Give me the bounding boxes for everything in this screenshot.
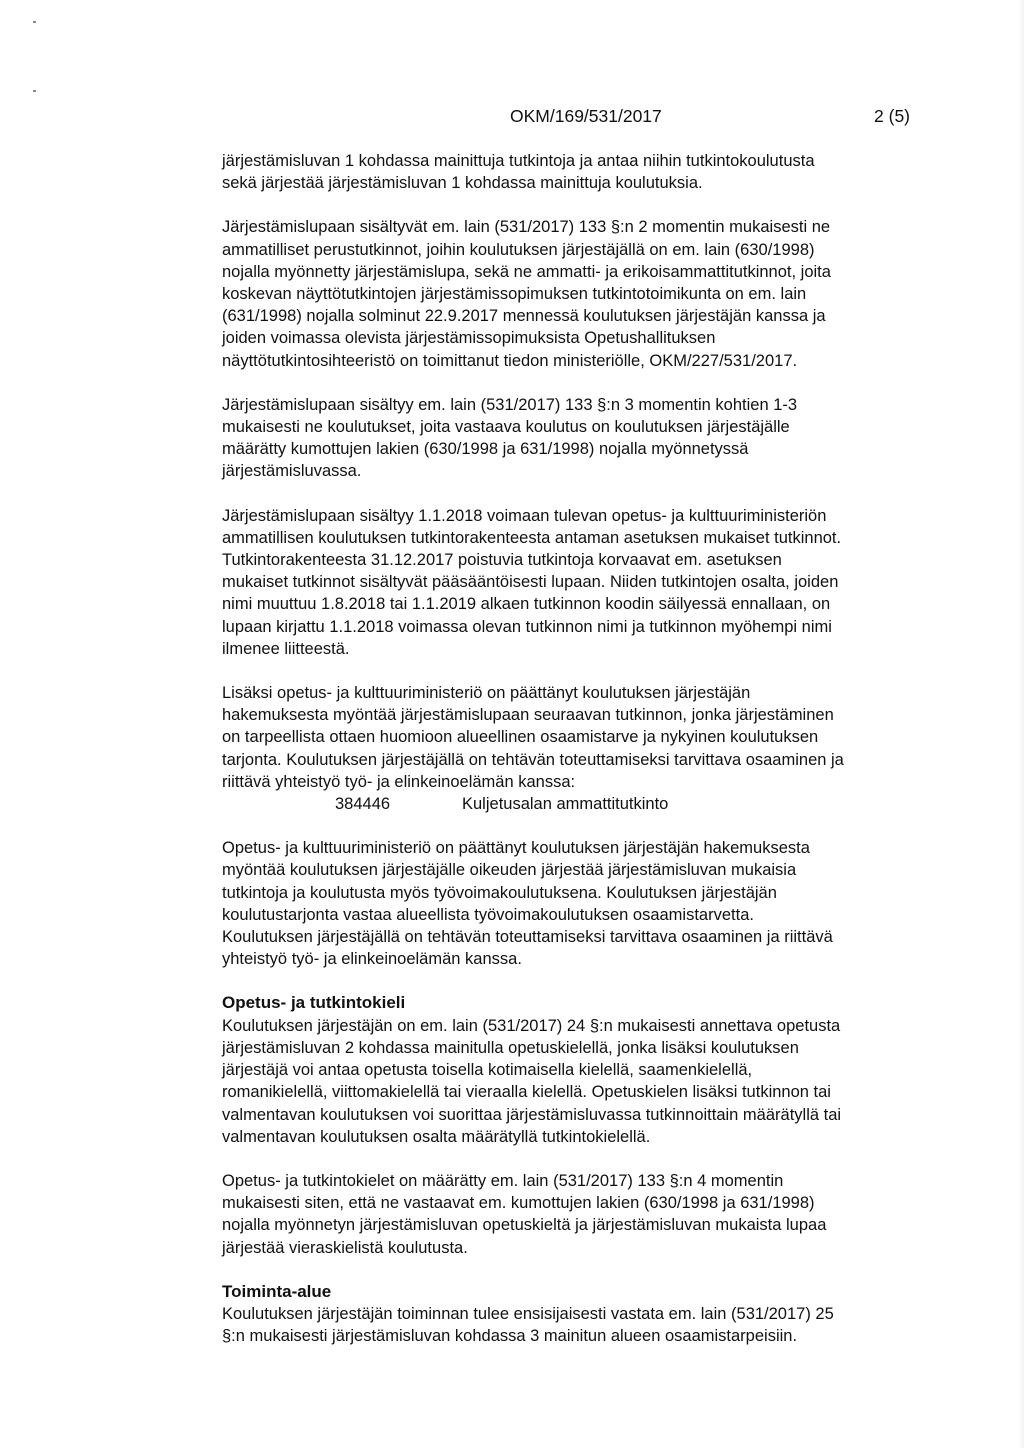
text-line: nojalla myönnetty järjestämislupa, sekä ne ammatti- ja erikoisammattitutkinnot, joita bbox=[222, 262, 831, 281]
text-line: on tarpeellista ottaen huomioon alueellinen osaamistarve ja nykyinen koulutuksen bbox=[222, 728, 819, 747]
text-line: näyttötutkintosihteeristö on toimittanut tiedon ministeriölle, OKM/227/531/2017. bbox=[222, 351, 798, 370]
text-line: Opetus- ja tutkintokielet on määrätty em. lain (531/2017) 133 §:n 4 momentin bbox=[222, 1171, 784, 1190]
text-line: ammatillisen koulutuksen tutkintorakenteesta antaman asetuksen mukaiset tutkinnot. bbox=[222, 528, 842, 547]
text-line: Järjestämislupaan sisältyy 1.1.2018 voimaan tulevan opetus- ja kulttuuriministeriön bbox=[222, 506, 827, 525]
text-line: valmentavan koulutuksen osalta määrätyllä tutkintokielellä. bbox=[222, 1127, 651, 1146]
text-line: järjestäjä voi antaa opetusta toisella kotimaisella kielellä, saamenkielellä, bbox=[222, 1061, 753, 1080]
degree-code: 384446 bbox=[335, 795, 391, 814]
text-line: Järjestämislupaan sisältyvät em. lain (531/2017) 133 §:n 2 momentin mukaisesti ne bbox=[222, 218, 831, 237]
text-line: koskevan näyttötutkintojen järjestämissopimuksen tutkintotoimikunta on em. lain bbox=[222, 285, 807, 304]
text-line: §:n mukaisesti järjestämisluvan kohdassa 3 mainitun alueen osaamistarpeisiin. bbox=[222, 1327, 798, 1346]
text-line: mukaiset tutkinnot sisältyvät pääsääntöisesti lupaan. Niiden tutkintojen osalta, joiden bbox=[222, 573, 839, 592]
text-line: romanikielellä, viittomakielellä tai vieraalla kielellä. Opetuskielen lisäksi tutkinnon tai bbox=[222, 1083, 831, 1102]
text-line: järjestämisluvan 2 kohdassa mainitulla opetuskielellä, jonka lisäksi koulutuksen bbox=[222, 1038, 799, 1057]
paragraph bbox=[222, 1303, 902, 1347]
text-line: Järjestämislupaan sisältyy em. lain (531/2017) 133 §:n 3 momentin kohtien 1-3 bbox=[222, 395, 798, 414]
text-line: nojalla myönnetyn järjestämisluvan opetuskieltä ja järjestämisluvan mukaista lupaa bbox=[222, 1216, 827, 1235]
text-line: koulutustarjonta vastaa alueellista työvoimakoulutuksen osaamistarvetta. bbox=[222, 905, 754, 924]
paragraph bbox=[222, 837, 902, 970]
text-line: tarjonta. Koulutuksen järjestäjällä on tehtävän toteuttamiseksi tarvittava osaaminen ja bbox=[222, 750, 844, 769]
paragraph bbox=[222, 1015, 902, 1148]
paragraph bbox=[222, 150, 902, 194]
text-line: sekä järjestää järjestämisluvan 1 kohdassa mainittuja koulutuksia. bbox=[222, 174, 703, 193]
degree-name: Kuljetusalan ammattitutkinto bbox=[462, 795, 669, 814]
scan-edge-shadow bbox=[1018, 0, 1024, 1448]
text-line: järjestämisluvan 1 kohdassa mainittuja tutkintoja ja antaa niihin tutkintokoulutusta bbox=[222, 152, 815, 170]
section-heading: Toiminta-alue bbox=[222, 1281, 332, 1301]
text-line: (631/1998) nojalla solminut 22.9.2017 mennessä koulutuksen järjestäjän kanssa ja bbox=[222, 307, 826, 326]
scan-speck bbox=[33, 90, 36, 92]
text-line: lupaan kirjattu 1.1.2018 voimassa olevan tutkinnon nimi ja tutkinnon myöhempi nimi bbox=[222, 617, 832, 636]
text-line: yhteistyö työ- ja elinkeinoelämän kanssa. bbox=[222, 950, 522, 969]
text-line: Lisäksi opetus- ja kulttuuriministeriö on päättänyt koulutuksen järjestäjän bbox=[222, 684, 751, 703]
text-line: myöntää koulutuksen järjestäjälle oikeuden järjestää järjestämisluvan mukaisia bbox=[222, 861, 797, 880]
text-line: Opetus- ja kulttuuriministeriö on päättänyt koulutuksen järjestäjän hakemuksesta bbox=[222, 839, 810, 858]
text-line: ilmenee liitteestä. bbox=[222, 639, 350, 658]
paragraph bbox=[222, 505, 902, 660]
text-line: Koulutuksen järjestäjän toiminnan tulee ensisijaisesti vastata em. lain (531/2017) 25 bbox=[222, 1304, 834, 1323]
scan-speck bbox=[33, 21, 36, 23]
text-line: ammatilliset perustutkinnot, joihin koulutuksen järjestäjällä on em. lain (630/1998) bbox=[222, 240, 815, 259]
text-line: valmentavan koulutuksen voi suorittaa järjestämisluvassa tutkinnoittain määrätyllä tai bbox=[222, 1105, 842, 1124]
page-header bbox=[510, 106, 910, 130]
text-line: riittävä yhteistyö työ- ja elinkeinoelämän kanssa: bbox=[222, 772, 576, 791]
text-line: järjestää vieraskielistä koulutusta. bbox=[222, 1238, 468, 1257]
degree-entry bbox=[222, 793, 902, 815]
paragraph bbox=[222, 682, 902, 815]
text-line: mukaisesti ne koulutukset, joita vastaava koulutus on koulutuksen järjestäjälle bbox=[222, 418, 790, 437]
document-body bbox=[222, 150, 902, 1347]
text-line: tutkintoja ja koulutusta myös työvoimakoulutuksena. Koulutuksen järjestäjän bbox=[222, 883, 777, 902]
paragraph bbox=[222, 1170, 902, 1259]
text-line: määrätty kumottujen lakien (630/1998 ja 631/1998) nojalla myönnetyssä bbox=[222, 440, 749, 459]
document-reference: OKM/169/531/2017 bbox=[510, 106, 662, 126]
text-line: mukaisesti siten, että ne vastaavat em. kumottujen lakien (630/1998 ja 631/1998) bbox=[222, 1194, 815, 1213]
text-line: Koulutuksen järjestäjällä on tehtävän toteuttamiseksi tarvittava osaaminen ja riittävä bbox=[222, 928, 833, 947]
text-line: järjestämisluvassa. bbox=[222, 462, 362, 481]
text-line: joiden voimassa olevista järjestämissopimuksista Opetushallituksen bbox=[222, 329, 716, 348]
text-line: Tutkintorakenteesta 31.12.2017 poistuvia tutkintoja korvaavat em. asetuksen bbox=[222, 551, 782, 570]
text-line: hakemuksesta myöntää järjestämislupaan seuraavan tutkinnon, jonka järjestäminen bbox=[222, 706, 834, 725]
section-heading: Opetus- ja tutkintokieli bbox=[222, 993, 406, 1013]
text-line: nimi muuttuu 1.8.2018 tai 1.1.2019 alkaen tutkinnon koodin säilyessä ennallaan, on bbox=[222, 595, 831, 614]
text-line: Koulutuksen järjestäjän on em. lain (531/2017) 24 §:n mukaisesti annettava opetusta bbox=[222, 1016, 841, 1035]
page-number: 2 (5) bbox=[874, 106, 910, 126]
paragraph bbox=[222, 394, 902, 483]
paragraph bbox=[222, 216, 902, 371]
